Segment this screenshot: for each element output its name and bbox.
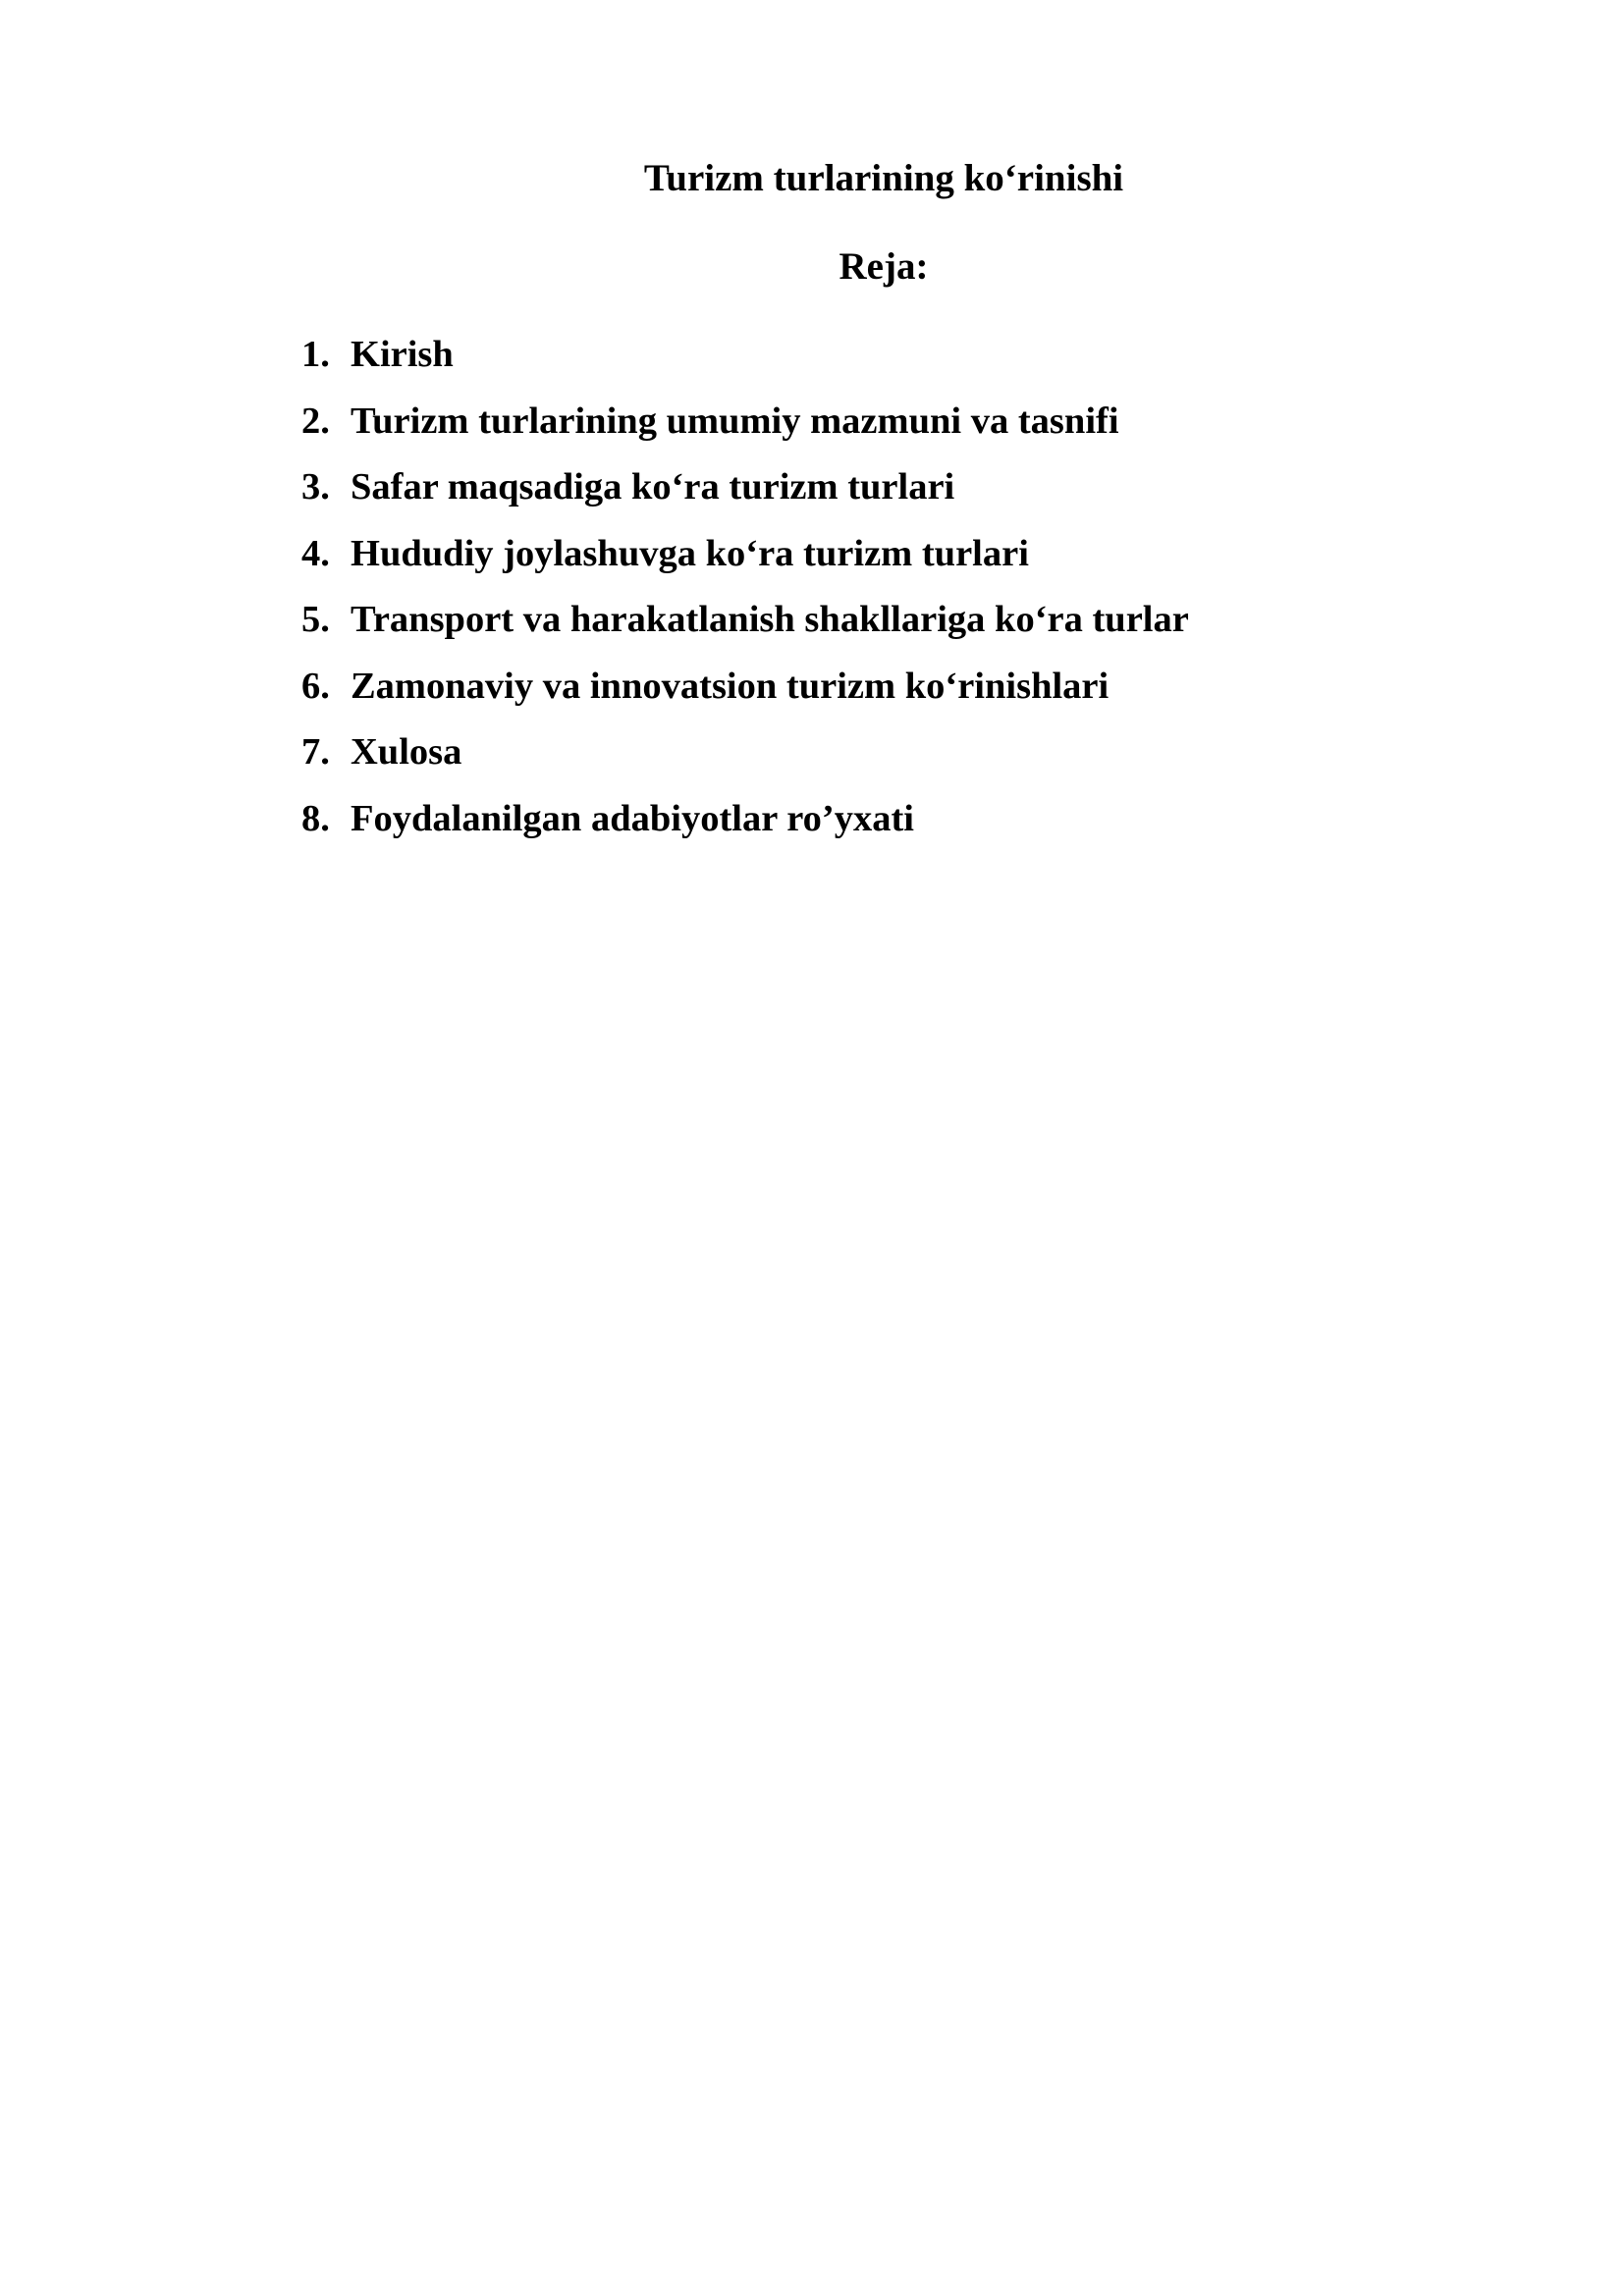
plan-item-text: Kirish <box>351 334 454 375</box>
plan-item-number: 1. <box>301 334 330 375</box>
plan-item-8 <box>301 795 1189 862</box>
plan-list <box>301 331 1189 861</box>
plan-item-1 <box>301 331 1189 398</box>
plan-item-number: 6. <box>301 665 330 707</box>
plan-heading: Reja: <box>839 245 929 288</box>
plan-item-7 <box>301 728 1189 795</box>
plan-item-2 <box>301 398 1189 464</box>
plan-item-4 <box>301 530 1189 597</box>
plan-item-text: Zamonaviy va innovatsion turizm ko‘rinishlari <box>351 665 1110 707</box>
plan-item-text: Hududiy joylashuvga ko‘ra turizm turlari <box>351 532 1029 574</box>
plan-item-text: Transport va harakatlanish shakllariga ko‘ra turlar <box>351 599 1189 640</box>
plan-item-3 <box>301 463 1189 530</box>
plan-item-text: Foydalanilgan adabiyotlar ro’yxati <box>351 797 915 839</box>
plan-item-6 <box>301 663 1189 729</box>
document-title: Turizm turlarining ko‘rinishi <box>643 157 1124 199</box>
plan-item-text: Turizm turlarining umumiy mazmuni va tasnifi <box>351 400 1119 442</box>
plan-item-number: 8. <box>301 797 330 839</box>
plan-item-5 <box>301 596 1189 663</box>
plan-item-text: Safar maqsadiga ko‘ra turizm turlari <box>351 466 955 507</box>
plan-item-number: 7. <box>301 731 330 773</box>
plan-item-text: Xulosa <box>351 731 462 773</box>
plan-item-number: 3. <box>301 466 330 507</box>
plan-item-number: 4. <box>301 532 330 574</box>
plan-item-number: 2. <box>301 400 330 442</box>
plan-item-number: 5. <box>301 599 330 640</box>
